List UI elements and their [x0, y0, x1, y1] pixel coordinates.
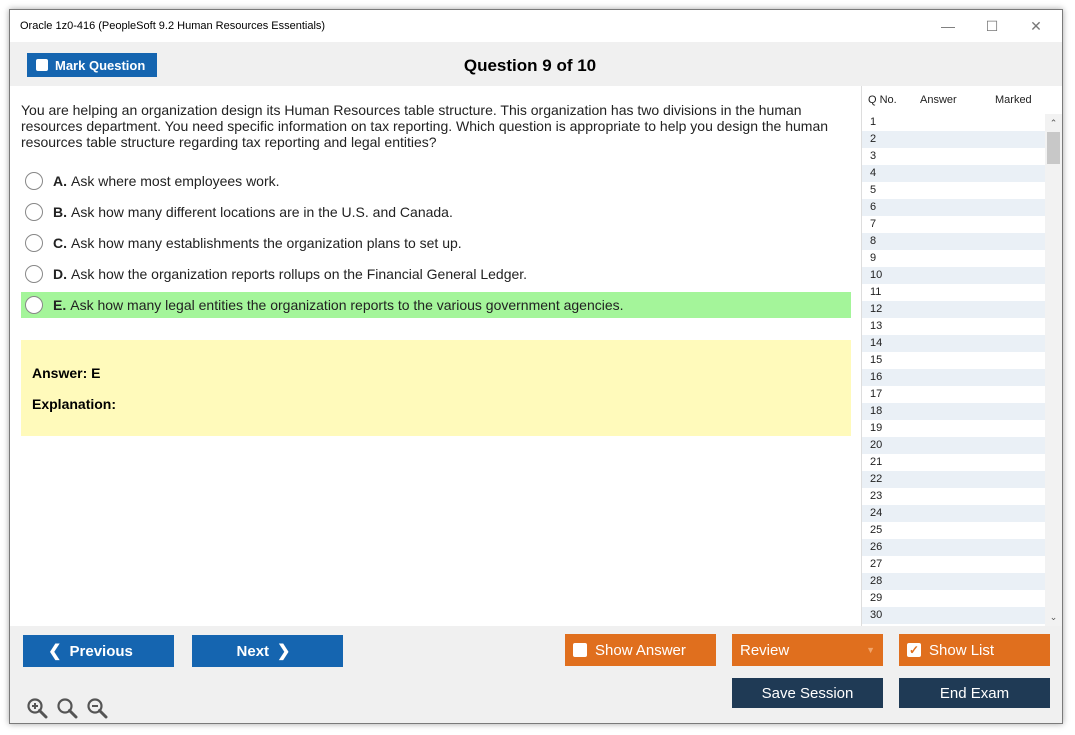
scroll-down-icon[interactable]: ⌄ — [1049, 612, 1058, 622]
question-number: 14 — [870, 337, 883, 349]
question-number: 23 — [870, 490, 883, 502]
question-number: 11 — [870, 286, 882, 298]
app-window — [9, 9, 1063, 724]
question-number: 7 — [870, 218, 877, 230]
mark-question-button[interactable] — [27, 53, 157, 77]
question-list-row[interactable] — [862, 284, 1045, 301]
show-answer-button[interactable] — [565, 634, 716, 666]
chevron-left-icon: ❮ — [48, 643, 62, 660]
question-number: 25 — [870, 524, 883, 536]
question-number: 26 — [870, 541, 883, 553]
question-list-row[interactable] — [862, 165, 1045, 182]
option-text: Ask how many different locations are in the U.S. and Canada. — [71, 204, 453, 220]
question-list-row[interactable] — [862, 335, 1045, 352]
radio-icon[interactable] — [25, 172, 43, 190]
question-list-row[interactable] — [862, 539, 1045, 556]
option-letter: D. — [53, 266, 67, 282]
question-number: 1 — [870, 116, 877, 128]
question-list-panel — [861, 86, 1063, 626]
zoom-out-icon[interactable] — [86, 697, 108, 719]
question-counter: Question 9 of 10 — [463, 56, 597, 75]
question-list-row[interactable] — [862, 386, 1045, 403]
option-letter: E. — [53, 297, 67, 313]
option-a[interactable] — [21, 168, 851, 194]
marked-column-header: Marked — [995, 94, 1032, 106]
title-bar — [10, 10, 1062, 42]
option-c[interactable] — [21, 230, 851, 256]
question-list-row[interactable] — [862, 420, 1045, 437]
question-list-header — [862, 86, 1063, 114]
question-number: 17 — [870, 388, 883, 400]
question-number: 15 — [870, 354, 883, 366]
question-list-row[interactable] — [862, 590, 1045, 607]
question-list-row[interactable] — [862, 216, 1045, 233]
question-number: 4 — [870, 167, 877, 179]
mark-question-label: Mark Question — [55, 57, 146, 73]
question-number: 2 — [870, 133, 877, 145]
show-answer-label: Show Answer — [595, 641, 686, 659]
option-text: Ask how many legal entities the organization reports to the various government agencies. — [70, 297, 624, 313]
window-title: Oracle 1z0-416 (PeopleSoft 9.2 Human Resources Essentials) — [20, 20, 326, 32]
option-text: Ask where most employees work. — [71, 173, 280, 189]
question-list-row[interactable] — [862, 267, 1045, 284]
checkbox-icon — [573, 643, 587, 657]
question-list-row[interactable] — [862, 505, 1045, 522]
question-list-row[interactable] — [862, 250, 1045, 267]
question-list-row[interactable] — [862, 403, 1045, 420]
question-number: 24 — [870, 507, 883, 519]
option-letter: C. — [53, 235, 67, 251]
question-number: 3 — [870, 150, 877, 162]
question-list-row[interactable] — [862, 114, 1045, 131]
show-list-label: Show List — [929, 641, 995, 659]
radio-icon[interactable] — [25, 296, 43, 314]
question-list-row[interactable] — [862, 556, 1045, 573]
checkbox-icon — [36, 59, 48, 71]
question-list-row[interactable] — [862, 437, 1045, 454]
question-list-row[interactable] — [862, 573, 1045, 590]
previous-button[interactable] — [23, 635, 174, 667]
question-list — [862, 114, 1045, 624]
chevron-right-icon: ❯ — [277, 643, 291, 660]
review-label: Review — [740, 641, 790, 659]
option-letter: A. — [53, 173, 67, 189]
question-number: 19 — [870, 422, 883, 434]
question-number: 30 — [870, 609, 883, 621]
zoom-in-icon[interactable] — [26, 697, 48, 719]
scroll-up-icon[interactable]: ⌃ — [1049, 118, 1058, 128]
question-text: You are helping an organization design its Human Resources table structure. This organization has two divisions in the human resources department. You need specific information on tax reporting. Which question is appropriate to help you design the human resources table structure regarding tax reporting and legal entities? — [21, 102, 829, 150]
option-e[interactable] — [21, 292, 851, 318]
scrollbar[interactable] — [1045, 114, 1062, 626]
question-number: 16 — [870, 371, 883, 383]
answer-column-header: Answer — [920, 94, 957, 106]
end-exam-button[interactable]: End Exam — [899, 678, 1050, 708]
previous-label: Previous — [69, 642, 133, 660]
qno-column-header: Q No. — [868, 94, 897, 106]
question-list-row[interactable] — [862, 301, 1045, 318]
next-label: Next — [236, 642, 270, 660]
question-number: 28 — [870, 575, 883, 587]
question-list-row[interactable] — [862, 182, 1045, 199]
checkmark-icon: ✓ — [908, 643, 920, 657]
question-list-row[interactable] — [862, 522, 1045, 539]
option-b[interactable] — [21, 199, 851, 225]
question-list-row[interactable] — [862, 488, 1045, 505]
question-list-row[interactable] — [862, 352, 1045, 369]
close-button[interactable]: ✕ — [1030, 18, 1042, 34]
question-list-row[interactable] — [862, 318, 1045, 335]
question-list-row[interactable] — [862, 131, 1045, 148]
question-list-row[interactable] — [862, 233, 1045, 250]
dropdown-arrow-icon: ▼ — [866, 645, 875, 655]
answer-box — [21, 340, 851, 436]
question-header — [10, 42, 1062, 86]
radio-icon[interactable] — [25, 265, 43, 283]
answer-label: Answer: E — [32, 365, 101, 381]
question-number: 5 — [870, 184, 877, 196]
show-list-button[interactable] — [899, 634, 1050, 666]
radio-icon[interactable] — [25, 203, 43, 221]
question-number: 9 — [870, 252, 877, 264]
question-panel — [10, 86, 861, 626]
minimize-button[interactable]: — — [941, 18, 955, 34]
review-dropdown[interactable] — [732, 634, 883, 666]
question-number: 10 — [870, 269, 883, 281]
question-list-row[interactable] — [862, 369, 1045, 386]
radio-icon[interactable] — [25, 234, 43, 252]
option-text: Ask how many establishments the organization plans to set up. — [71, 235, 462, 251]
question-list-row[interactable] — [862, 471, 1045, 488]
save-session-button[interactable]: Save Session — [732, 678, 883, 708]
question-number: 20 — [870, 439, 883, 451]
question-list-row[interactable] — [862, 148, 1045, 165]
question-number: 18 — [870, 405, 883, 417]
question-number: 6 — [870, 201, 877, 213]
question-list-row[interactable] — [862, 454, 1045, 471]
question-number: 29 — [870, 592, 883, 604]
question-list-row[interactable] — [862, 607, 1045, 624]
option-letter: B. — [53, 204, 67, 220]
option-d[interactable] — [21, 261, 851, 287]
question-number: 13 — [870, 320, 883, 332]
question-number: 21 — [870, 456, 883, 468]
question-number: 12 — [870, 303, 883, 315]
option-text: Ask how the organization reports rollups on the Financial General Ledger. — [71, 266, 528, 282]
question-number: 27 — [870, 558, 883, 570]
scroll-thumb[interactable] — [1047, 132, 1060, 164]
footer-bar — [10, 626, 1062, 723]
maximize-button[interactable]: ☐ — [985, 18, 999, 34]
question-number: 8 — [870, 235, 877, 247]
question-number: 22 — [870, 473, 883, 485]
explanation-label: Explanation: — [32, 396, 117, 412]
question-list-row[interactable] — [862, 199, 1045, 216]
zoom-reset-icon[interactable] — [56, 697, 78, 719]
next-button[interactable] — [192, 635, 343, 667]
